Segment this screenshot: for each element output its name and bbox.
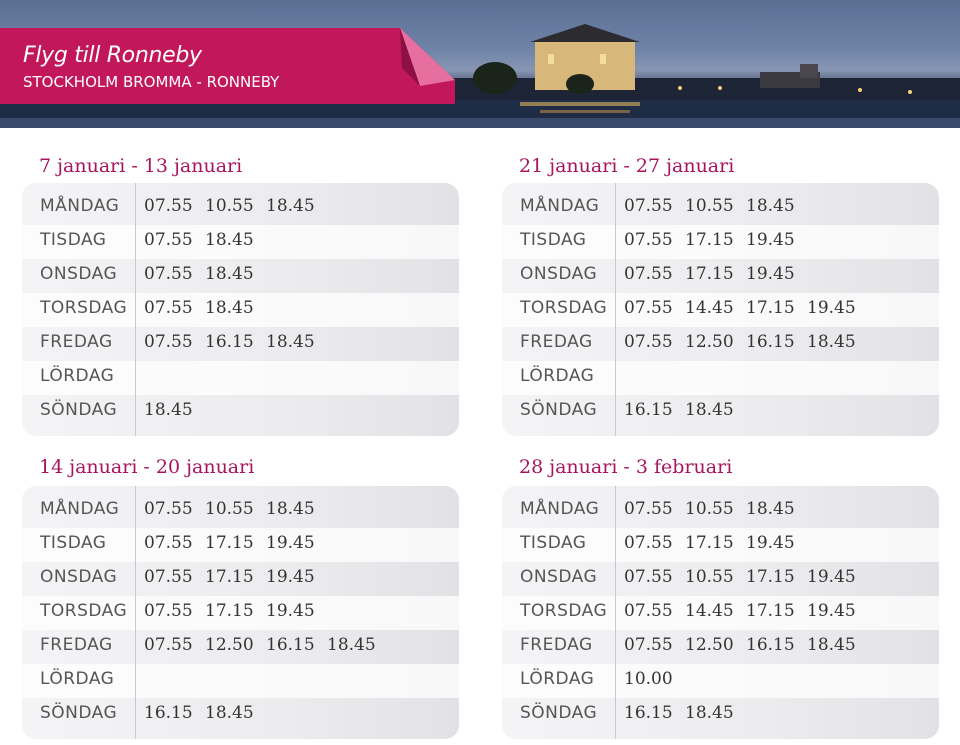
time: 18.45	[746, 196, 795, 216]
day-label: FREDAG	[40, 332, 113, 352]
time: 18.45	[266, 332, 315, 352]
time: 18.45	[807, 635, 856, 655]
day-label: LÖRDAG	[520, 669, 595, 689]
day-label: SÖNDAG	[40, 703, 118, 723]
day-label: MÅNDAG	[40, 196, 120, 216]
time: 07.55	[624, 635, 673, 655]
day-label: TORSDAG	[40, 601, 128, 621]
time: 07.55	[624, 601, 673, 621]
time: 07.55	[624, 196, 673, 216]
time: 07.55	[144, 567, 193, 587]
week-section-1	[22, 155, 459, 440]
table-row	[22, 528, 459, 562]
time: 12.50	[685, 332, 734, 352]
time: 18.45	[205, 230, 254, 250]
time: 10.55	[205, 499, 254, 519]
table-row	[22, 395, 459, 429]
day-label: TISDAG	[40, 230, 107, 250]
day-label: MÅNDAG	[40, 499, 120, 519]
time: 18.45	[205, 264, 254, 284]
times-cell	[144, 332, 327, 352]
time: 17.15	[746, 298, 795, 318]
times-cell	[144, 499, 327, 519]
table-row	[502, 327, 939, 361]
day-label: TORSDAG	[520, 601, 608, 621]
times-cell	[144, 230, 266, 250]
page-title: Flyg till Ronneby	[23, 43, 202, 68]
table-row	[502, 395, 939, 429]
table-row	[22, 361, 459, 395]
times-cell	[624, 635, 868, 655]
time: 07.55	[624, 499, 673, 519]
times-cell	[624, 499, 807, 519]
table-row	[22, 259, 459, 293]
week-title: 14 januari - 20 januari	[39, 456, 255, 478]
day-label: TISDAG	[40, 533, 107, 553]
time: 19.45	[266, 567, 315, 587]
time: 07.55	[144, 264, 193, 284]
times-cell	[144, 601, 327, 621]
day-label: TISDAG	[520, 230, 587, 250]
time: 07.55	[144, 601, 193, 621]
times-cell	[624, 533, 807, 553]
day-label: ONSDAG	[40, 567, 118, 587]
time: 07.55	[144, 230, 193, 250]
time: 16.15	[205, 332, 254, 352]
time: 07.55	[144, 196, 193, 216]
time: 19.45	[746, 533, 795, 553]
time: 18.45	[266, 499, 315, 519]
day-label: ONSDAG	[520, 264, 598, 284]
times-cell	[144, 635, 388, 655]
route-subtitle: STOCKHOLM BROMMA - RONNEBY	[23, 73, 280, 91]
day-label: MÅNDAG	[520, 499, 600, 519]
time: 10.55	[685, 196, 734, 216]
time: 10.00	[624, 669, 673, 689]
schedule-table	[502, 183, 939, 436]
week-section-3	[22, 456, 459, 741]
time: 07.55	[144, 533, 193, 553]
times-cell	[144, 298, 266, 318]
column-divider	[615, 486, 616, 739]
time: 18.45	[807, 332, 856, 352]
table-row	[22, 293, 459, 327]
day-label: FREDAG	[520, 332, 593, 352]
day-label: FREDAG	[40, 635, 113, 655]
day-label: LÖRDAG	[40, 669, 115, 689]
time: 07.55	[144, 332, 193, 352]
time: 18.45	[746, 499, 795, 519]
time: 19.45	[266, 533, 315, 553]
time: 18.45	[266, 196, 315, 216]
day-label: LÖRDAG	[40, 366, 115, 386]
times-cell	[624, 601, 868, 621]
times-cell	[624, 400, 746, 420]
table-row	[502, 191, 939, 225]
time: 14.45	[685, 601, 734, 621]
day-label: SÖNDAG	[40, 400, 118, 420]
times-cell	[624, 196, 807, 216]
time: 18.45	[327, 635, 376, 655]
time: 17.15	[205, 567, 254, 587]
time: 18.45	[205, 298, 254, 318]
time: 17.15	[685, 230, 734, 250]
schedule-table	[22, 183, 459, 436]
times-cell	[144, 400, 205, 420]
time: 14.45	[685, 298, 734, 318]
time: 18.45	[205, 703, 254, 723]
time: 07.55	[624, 230, 673, 250]
time: 17.15	[205, 533, 254, 553]
times-cell	[144, 567, 327, 587]
day-label: TORSDAG	[40, 298, 128, 318]
time: 17.15	[685, 264, 734, 284]
column-divider	[135, 183, 136, 436]
table-row	[22, 191, 459, 225]
time: 12.50	[685, 635, 734, 655]
time: 10.55	[685, 567, 734, 587]
table-row	[502, 494, 939, 528]
times-cell	[144, 196, 327, 216]
table-row	[502, 528, 939, 562]
day-label: SÖNDAG	[520, 400, 598, 420]
times-cell	[624, 298, 868, 318]
day-label: MÅNDAG	[520, 196, 600, 216]
time: 19.45	[807, 567, 856, 587]
table-row	[22, 225, 459, 259]
day-label: SÖNDAG	[520, 703, 598, 723]
table-row	[502, 698, 939, 732]
times-cell	[144, 703, 266, 723]
week-title: 28 januari - 3 februari	[519, 456, 733, 478]
day-label: ONSDAG	[520, 567, 598, 587]
time: 18.45	[685, 400, 734, 420]
week-section-2	[502, 155, 939, 440]
time: 19.45	[746, 230, 795, 250]
times-cell	[624, 332, 868, 352]
time: 19.45	[266, 601, 315, 621]
table-row	[22, 698, 459, 732]
day-label: TORSDAG	[520, 298, 608, 318]
time: 16.15	[746, 635, 795, 655]
time: 16.15	[624, 400, 673, 420]
table-row	[22, 596, 459, 630]
time: 19.45	[746, 264, 795, 284]
table-row	[502, 630, 939, 664]
time: 17.15	[685, 533, 734, 553]
times-cell	[624, 230, 807, 250]
time: 07.55	[624, 264, 673, 284]
time: 16.15	[266, 635, 315, 655]
day-label: FREDAG	[520, 635, 593, 655]
column-divider	[615, 183, 616, 436]
time: 07.55	[144, 635, 193, 655]
week-title: 21 januari - 27 januari	[519, 155, 735, 177]
table-row	[502, 596, 939, 630]
table-row	[22, 494, 459, 528]
day-label: ONSDAG	[40, 264, 118, 284]
week-section-4	[502, 456, 939, 741]
day-label: LÖRDAG	[520, 366, 595, 386]
column-divider	[135, 486, 136, 739]
table-row	[502, 293, 939, 327]
times-cell	[624, 264, 807, 284]
table-row	[502, 361, 939, 395]
time: 17.15	[205, 601, 254, 621]
time: 17.15	[746, 601, 795, 621]
times-cell	[144, 533, 327, 553]
time: 16.15	[624, 703, 673, 723]
table-row	[22, 327, 459, 361]
table-row	[22, 664, 459, 698]
time: 10.55	[205, 196, 254, 216]
time: 07.55	[144, 499, 193, 519]
table-row	[502, 562, 939, 596]
time: 07.55	[624, 298, 673, 318]
time: 19.45	[807, 298, 856, 318]
day-label: TISDAG	[520, 533, 587, 553]
time: 10.55	[685, 499, 734, 519]
time: 07.55	[624, 567, 673, 587]
times-cell	[144, 264, 266, 284]
table-row	[22, 630, 459, 664]
time: 16.15	[746, 332, 795, 352]
schedule-table	[22, 486, 459, 739]
times-cell	[624, 703, 746, 723]
time: 12.50	[205, 635, 254, 655]
table-row	[502, 664, 939, 698]
week-title: 7 januari - 13 januari	[39, 155, 243, 177]
time: 07.55	[624, 332, 673, 352]
time: 07.55	[144, 298, 193, 318]
time: 18.45	[685, 703, 734, 723]
table-row	[502, 225, 939, 259]
times-cell	[624, 669, 685, 689]
times-cell	[624, 567, 868, 587]
table-row	[502, 259, 939, 293]
time: 16.15	[144, 703, 193, 723]
time: 17.15	[746, 567, 795, 587]
table-row	[22, 562, 459, 596]
schedule-table	[502, 486, 939, 739]
time: 19.45	[807, 601, 856, 621]
time: 18.45	[144, 400, 193, 420]
time: 07.55	[624, 533, 673, 553]
